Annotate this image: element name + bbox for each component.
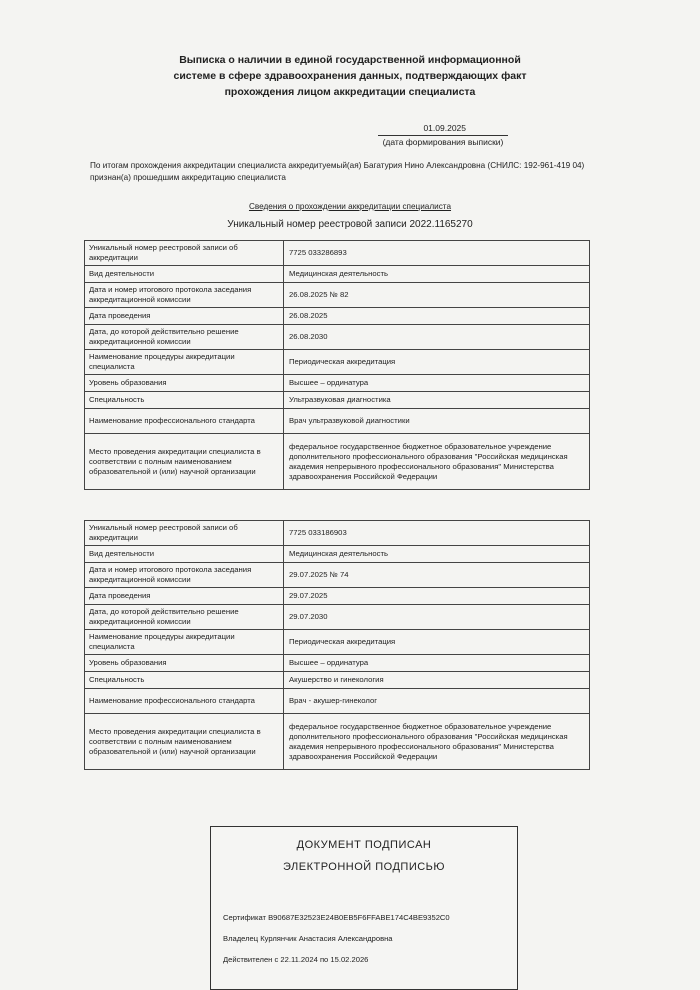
- extract-date: 01.09.2025: [423, 123, 466, 133]
- row-label: Дата проведения: [85, 308, 284, 325]
- row-value: федеральное государственное бюджетное образовательное учреждение дополнительного профессионального образования "Российская медицинская академия непрерывного профессионального образования" Министерства здравоохранения Российской Федерации: [284, 434, 590, 490]
- stamp-line-signed: ДОКУМЕНТ ПОДПИСАН: [296, 839, 432, 851]
- stamp-line-electronic: ЭЛЕКТРОННОЙ ПОДПИСЬЮ: [282, 861, 446, 873]
- row-label: Дата, до которой действительно решение аккредитационной комиссии: [85, 325, 284, 350]
- table-row: [85, 308, 590, 325]
- table-row: [85, 350, 590, 375]
- row-label: Наименование профессионального стандарта: [85, 689, 284, 714]
- row-label: Дата и номер итогового протокола заседания аккредитационной комиссии: [85, 563, 284, 588]
- table-row: [85, 521, 590, 546]
- table-row: [85, 434, 590, 490]
- stamp-certificate: Сертификат B90687E32523E24B0EB5F6FFABE174C4BE9352C0: [223, 913, 450, 922]
- section-heading: Сведения о прохождении аккредитации специалиста: [248, 202, 452, 211]
- row-value: Медицинская деятельность: [284, 266, 590, 283]
- row-label: Дата и номер итогового протокола заседания аккредитационной комиссии: [85, 283, 284, 308]
- row-label: Вид деятельности: [85, 546, 284, 563]
- row-label: Специальность: [85, 672, 284, 689]
- table-row: [85, 283, 590, 308]
- row-value: 29.07.2030: [284, 605, 590, 630]
- row-value: 7725 033186903: [284, 521, 590, 546]
- row-value: 26.08.2025 № 82: [284, 283, 590, 308]
- table-row: [85, 266, 590, 283]
- row-value: Периодическая аккредитация: [284, 350, 590, 375]
- table-row: [85, 630, 590, 655]
- accreditation-table-1: [84, 240, 590, 490]
- accreditation-table-2: [84, 520, 590, 770]
- row-value: 26.08.2030: [284, 325, 590, 350]
- table-row: [85, 672, 590, 689]
- row-value: 26.08.2025: [284, 308, 590, 325]
- table-row: [85, 392, 590, 409]
- row-value: Высшее – ординатура: [284, 655, 590, 672]
- table-row: [85, 241, 590, 266]
- table-row: [85, 325, 590, 350]
- row-value: Высшее – ординатура: [284, 375, 590, 392]
- registry-number-heading: Уникальный номер реестровой записи 2022.1165270: [227, 219, 473, 230]
- table-row: [85, 546, 590, 563]
- row-label: Дата, до которой действительно решение аккредитационной комиссии: [85, 605, 284, 630]
- table-row: [85, 655, 590, 672]
- row-label: Дата проведения: [85, 588, 284, 605]
- row-label: Место проведения аккредитации специалиста в соответствии с полным наименованием образовательной и (или) научной организации: [85, 714, 284, 770]
- title-line: системе в сфере здравоохранения данных, подтверждающих факт: [173, 70, 527, 82]
- extract-date-block: [378, 122, 508, 149]
- table-row: [85, 605, 590, 630]
- document-title: [150, 52, 550, 100]
- stamp-owner: Владелец Курлянчик Анастасия Александровна: [223, 934, 393, 943]
- row-value: 7725 033286893: [284, 241, 590, 266]
- row-value: Периодическая аккредитация: [284, 630, 590, 655]
- row-label: Уникальный номер реестровой записи об аккредитации: [85, 521, 284, 546]
- row-label: Специальность: [85, 392, 284, 409]
- row-value: федеральное государственное бюджетное образовательное учреждение дополнительного профессионального образования "Российская медицинская академия непрерывного профессионального образования" Министерства здравоохранения Российской Федерации: [284, 714, 590, 770]
- row-label: Уровень образования: [85, 655, 284, 672]
- row-value: Врач - акушер-гинеколог: [284, 689, 590, 714]
- row-label: Наименование процедуры аккредитации специалиста: [85, 350, 284, 375]
- row-value: Ультразвуковая диагностика: [284, 392, 590, 409]
- table-row: [85, 689, 590, 714]
- stamp-validity: Действителен с 22.11.2024 по 15.02.2026: [223, 955, 369, 964]
- intro-text: По итогам прохождения аккредитации специалиста аккредитуемый(ая) Багатурия Нино Александровна (СНИЛС: 192-961-419 04) признан(а) прошедшим аккредитацию специалиста: [90, 161, 585, 182]
- extract-date-caption: (дата формирования выписки): [378, 135, 508, 149]
- row-label: Уникальный номер реестровой записи об аккредитации: [85, 241, 284, 266]
- table-row: [85, 375, 590, 392]
- table-row: [85, 714, 590, 770]
- row-value: Медицинская деятельность: [284, 546, 590, 563]
- row-value: Акушерство и гинекология: [284, 672, 590, 689]
- table-row: [85, 409, 590, 434]
- title-line: прохождения лицом аккредитации специалиста: [224, 86, 476, 98]
- title-line: Выписка о наличии в единой государственной информационной: [179, 54, 521, 66]
- row-label: Уровень образования: [85, 375, 284, 392]
- row-value: 29.07.2025: [284, 588, 590, 605]
- row-value: 29.07.2025 № 74: [284, 563, 590, 588]
- row-label: Вид деятельности: [85, 266, 284, 283]
- row-label: Наименование профессионального стандарта: [85, 409, 284, 434]
- row-label: Место проведения аккредитации специалиста в соответствии с полным наименованием образовательной и (или) научной организации: [85, 434, 284, 490]
- table-row: [85, 588, 590, 605]
- row-value: Врач ультразвуковой диагностики: [284, 409, 590, 434]
- row-label: Наименование процедуры аккредитации специалиста: [85, 630, 284, 655]
- electronic-signature-stamp: [210, 826, 518, 990]
- table-row: [85, 563, 590, 588]
